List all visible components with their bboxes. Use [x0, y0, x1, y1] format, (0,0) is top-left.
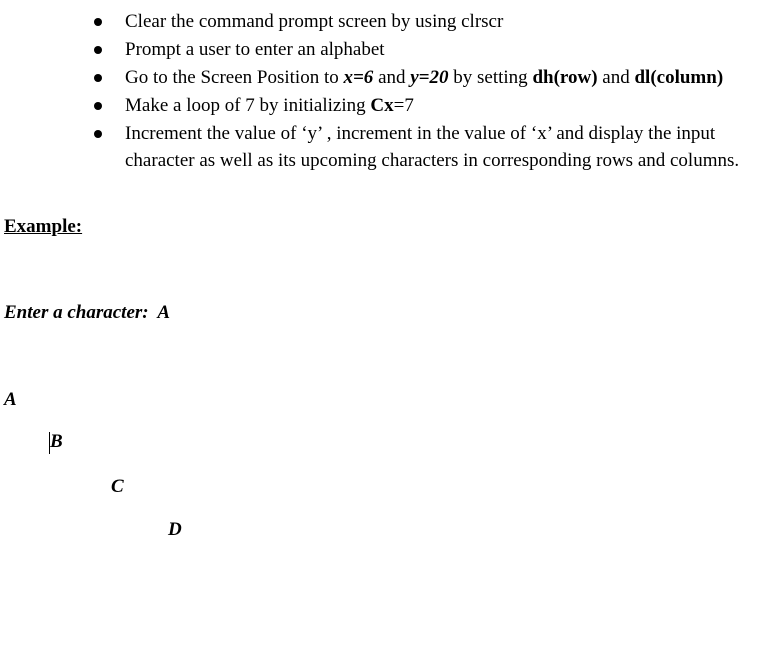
instruction-text: by setting — [448, 67, 533, 88]
instruction-text: =7 — [393, 95, 414, 116]
instruction-text: Make a loop of 7 by initializing — [125, 95, 371, 116]
instruction-text: Increment the value of ‘y’ , increment in the value of ‘x’ and display the input character as well as its upcoming characters in corresponding rows and columns. — [125, 123, 740, 171]
output-char-3: C — [111, 476, 124, 497]
bullet-icon — [94, 130, 102, 138]
bullet-icon — [94, 74, 102, 82]
output-char-4: D — [168, 519, 182, 540]
instruction-text: Go to the Screen Position to — [125, 67, 344, 88]
instruction-text: x=6 — [343, 67, 374, 88]
instruction-item — [0, 36, 778, 63]
bullet-icon — [94, 102, 102, 110]
bullet-icon — [94, 46, 102, 54]
instruction-list — [0, 8, 778, 175]
instruction-item — [0, 92, 778, 119]
instruction-item — [0, 120, 778, 174]
bullet-icon — [94, 18, 102, 26]
instruction-text: Clear the command prompt screen by using clrscr — [125, 11, 504, 32]
example-heading: Example: — [4, 216, 83, 237]
instruction-item — [0, 8, 778, 35]
instruction-item — [0, 64, 778, 91]
instruction-text: dh(row) — [532, 67, 598, 88]
example-prompt: Enter a character: A — [4, 302, 171, 323]
instruction-text: and — [373, 67, 411, 88]
output-char-2: B — [50, 431, 63, 452]
output-char-1: A — [4, 389, 17, 410]
instruction-text: and — [597, 67, 635, 88]
instruction-text: Cx — [370, 95, 394, 116]
instruction-text: y=20 — [410, 67, 449, 88]
instruction-text: dl(column) — [634, 67, 724, 88]
instruction-text: Prompt a user to enter an alphabet — [125, 39, 385, 60]
